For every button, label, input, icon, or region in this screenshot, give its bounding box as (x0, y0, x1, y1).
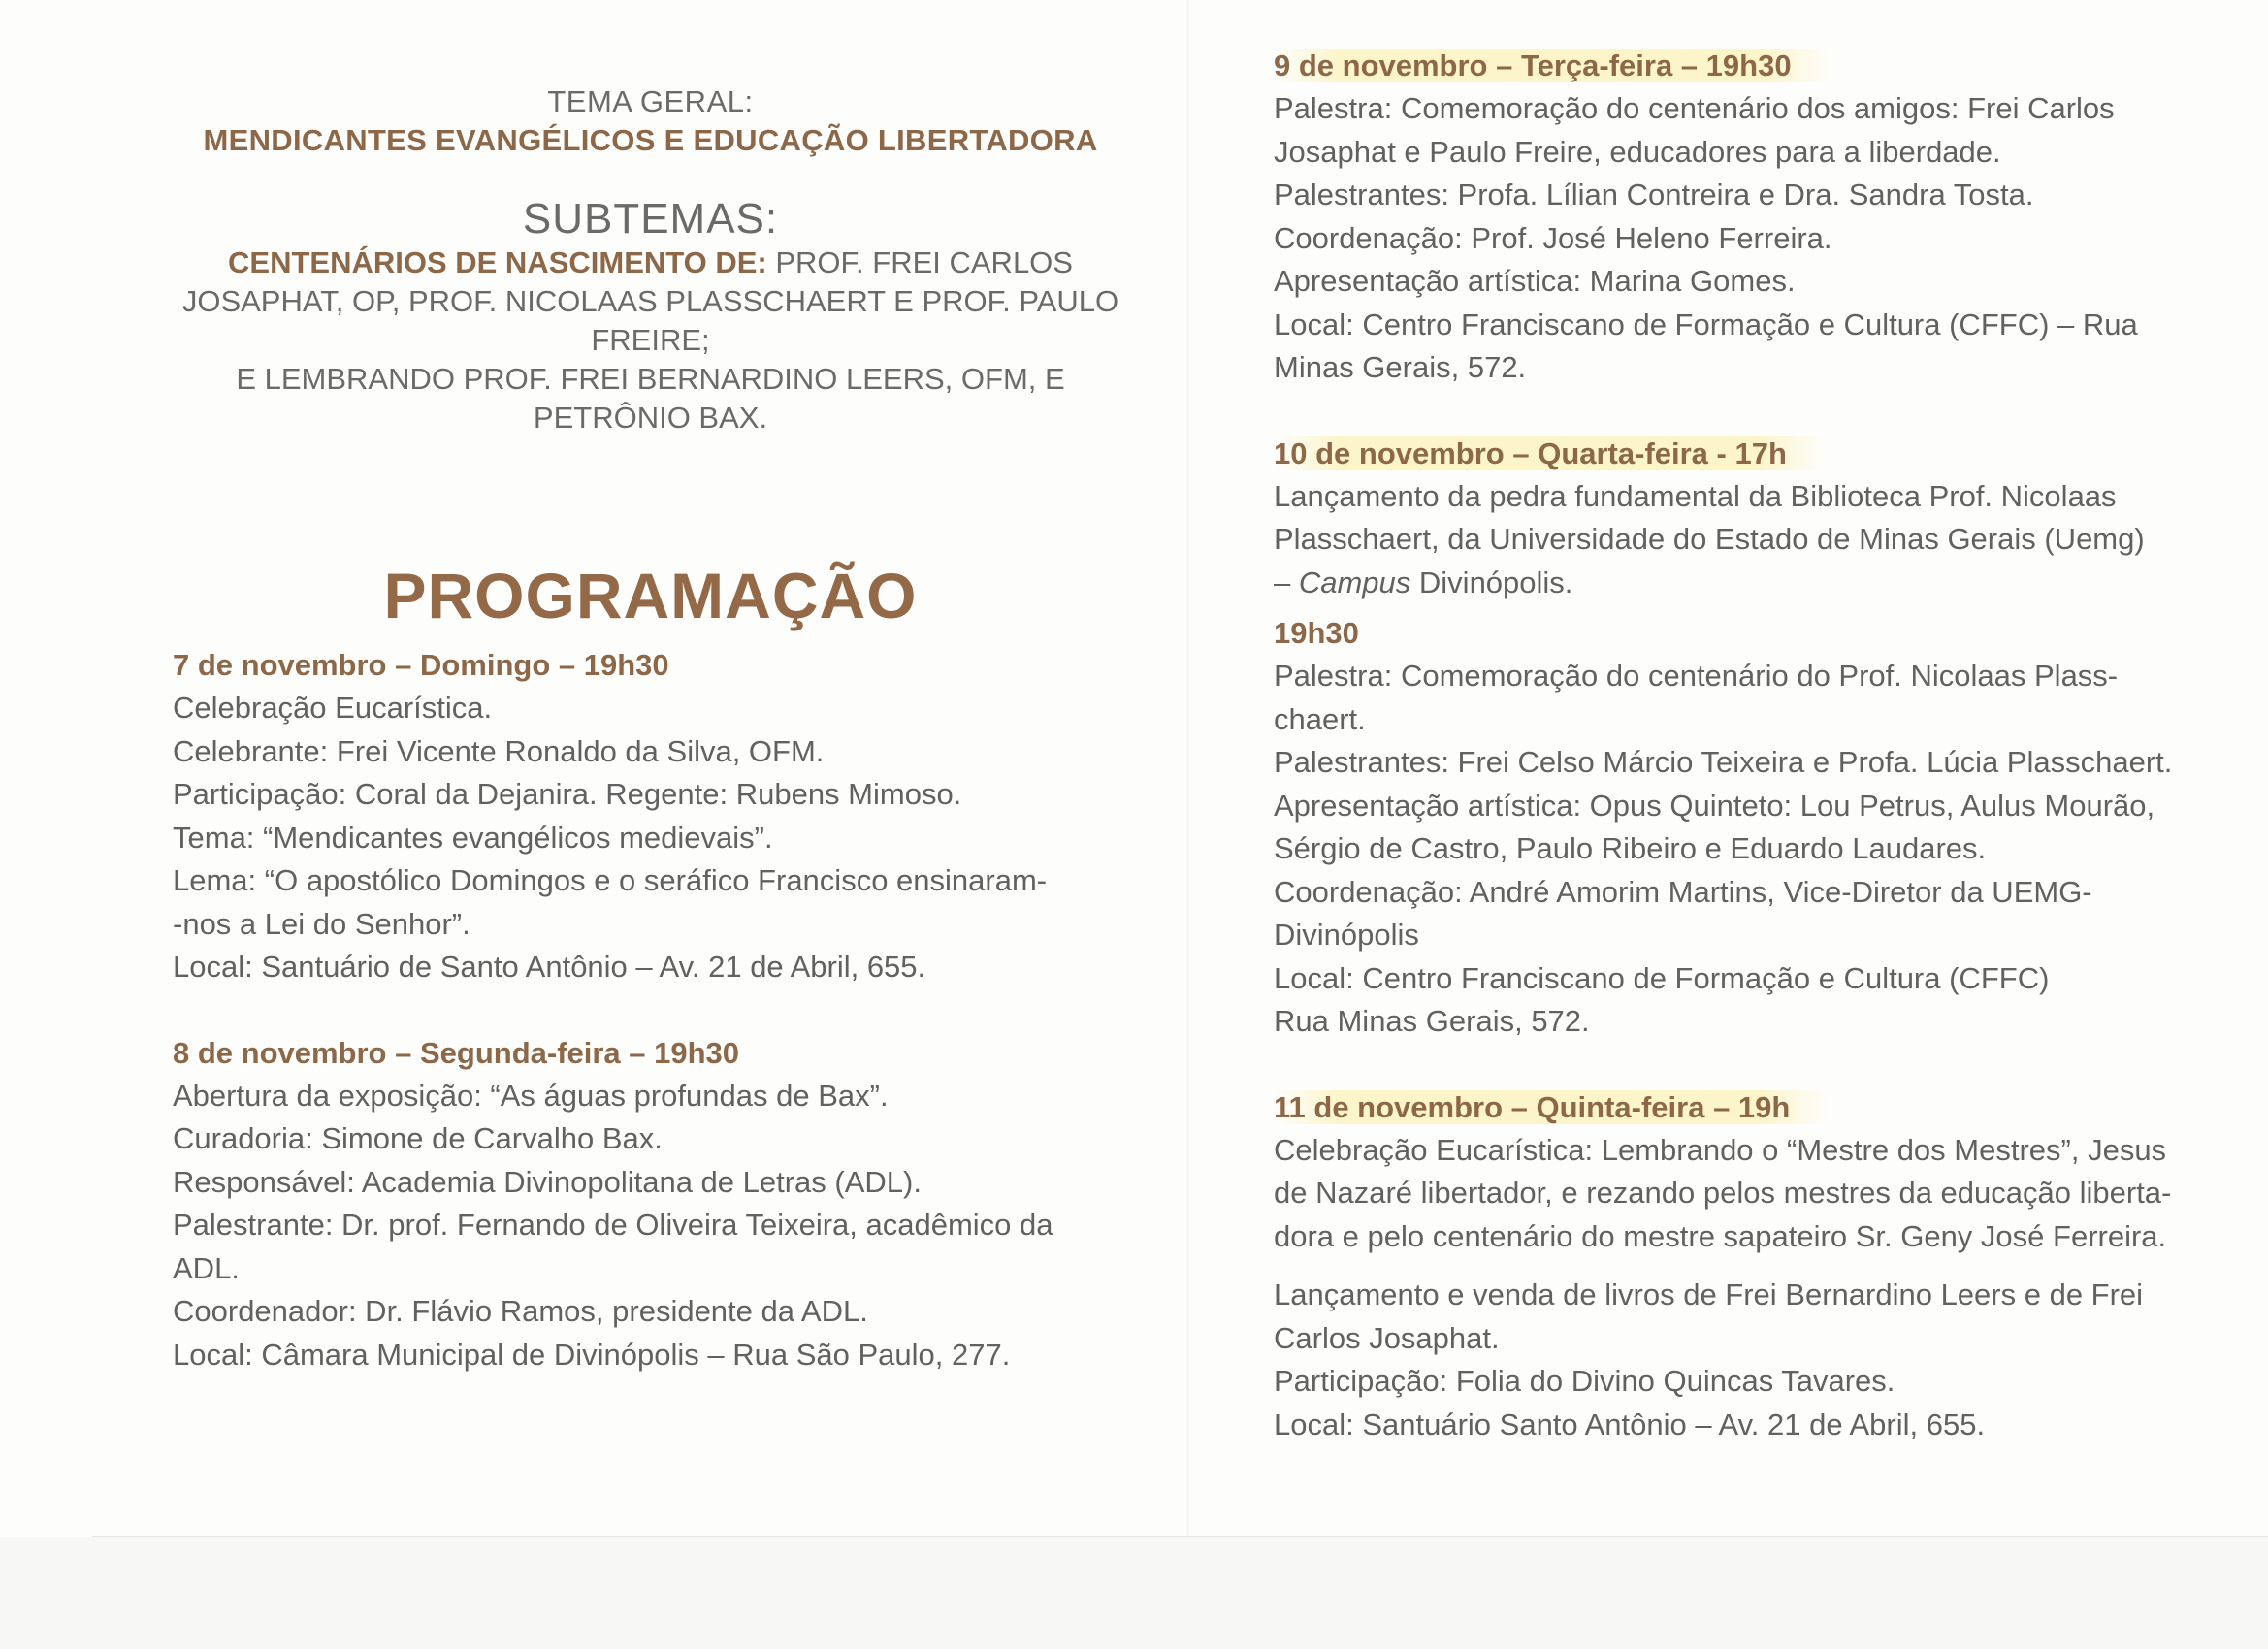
event-line: Participação: Coral da Dejanira. Regente: Rubens Mimoso. (173, 777, 962, 811)
event-heading (1274, 433, 2244, 475)
event-line: de Nazaré libertador, e rezando pelos mestres da educação liberta- (1274, 1176, 2172, 1210)
spacer (1274, 1258, 2244, 1274)
campus-prefix: – (1274, 565, 1299, 599)
event-nov-8 (173, 1032, 1128, 1377)
event-heading-text: 9 de novembro – Terça-feira – 19h30 (1274, 48, 1831, 82)
event-line: Celebrante: Frei Vicente Ronaldo da Silva, OFM. (173, 733, 825, 768)
event-line (1274, 562, 2244, 605)
campus-rest: Divinópolis. (1410, 565, 1573, 599)
event-nov-10 (1274, 433, 2244, 1044)
event-nov-9 (1274, 45, 2244, 390)
spacer (1274, 390, 2244, 433)
event-line: Curadoria: Simone de Carvalho Bax. (173, 1121, 663, 1155)
event-line: chaert. (1274, 701, 1366, 736)
right-column (1274, 45, 2244, 1446)
left-column (173, 82, 1128, 1376)
event-line: Sérgio de Castro, Paulo Ribeiro e Eduardo Laudares. (1274, 831, 1987, 865)
event-line: Lançamento da pedra fundamental da Biblioteca Prof. Nicolaas (1274, 478, 2117, 513)
event-line: Lançamento e venda de livros de Frei Bernardino Leers e de Frei (1274, 1277, 2144, 1311)
page-bottom-edge (0, 1537, 2268, 1649)
event-line: Palestrantes: Frei Celso Márcio Teixeira e Profa. Lúcia Plasschaert. (1274, 745, 2173, 779)
subtemas-label: SUBTEMAS: (522, 195, 779, 242)
subtemas-bold-prefix: CENTENÁRIOS DE NASCIMENTO DE: (228, 245, 767, 279)
event-line: Local: Santuário de Santo Antônio – Av. 21 de Abril, 655. (173, 950, 926, 984)
event-line: Palestra: Comemoração do centenário dos amigos: Frei Carlos (1274, 91, 2115, 125)
event-line: Palestrantes: Profa. Lílian Contreira e Dra. Sandra Tosta. (1274, 178, 2034, 211)
event-line: ADL. (173, 1250, 240, 1285)
spacer (1274, 1044, 2244, 1086)
event-line: Participação: Folia do Divino Quincas Tavares. (1274, 1364, 1895, 1398)
event-heading-text: 11 de novembro – Quinta-feira – 19h (1274, 1090, 1829, 1124)
event-line: dora e pelo centenário do mestre sapateiro Sr. Geny José Ferreira. (1274, 1218, 2167, 1253)
event-line: Palestra: Comemoração do centenário do Prof. Nicolaas Plass- (1274, 659, 2119, 693)
event-nov-7 (173, 644, 1128, 989)
event-line: Lema: “O apostólico Domingos e o seráfico Francisco ensinaram- (173, 863, 1048, 897)
event-line: Local: Santuário Santo Antônio – Av. 21 de Abril, 655. (1274, 1406, 1986, 1441)
subtemas-line-3: FREIRE; (591, 323, 710, 357)
subtemas-line-1 (173, 243, 1128, 282)
event-line: -nos a Lei do Senhor”. (173, 906, 470, 941)
page-divider (92, 1536, 2268, 1537)
event-line: Rua Minas Gerais, 572. (1274, 1004, 1590, 1038)
event-line: Celebração Eucarística: Lembrando o “Mestre dos Mestres”, Jesus (1274, 1132, 2167, 1167)
event-line: Responsável: Academia Divinopolitana de Letras (ADL). (173, 1164, 922, 1199)
tema-section (173, 82, 1128, 160)
event-line: Plasschaert, da Universidade do Estado de Minas Gerais (Uemg) (1274, 522, 2145, 556)
page-fold (1187, 0, 1189, 1537)
event-heading (1274, 1086, 2244, 1129)
event-line: Coordenador: Dr. Flávio Ramos, presidente da ADL. (173, 1294, 868, 1328)
event-line: Palestrante: Dr. prof. Fernando de Oliveira Teixeira, acadêmico da (173, 1208, 1053, 1242)
event-line: Divinópolis (1274, 918, 1419, 952)
subtemas-line-4: E LEMBRANDO PROF. FREI BERNARDINO LEERS, OFM, E (236, 362, 1065, 396)
programacao-title: PROGRAMAÇÃO (383, 560, 918, 631)
event-line: Celebração Eucarística. (173, 691, 493, 725)
event-heading: 8 de novembro – Segunda-feira – 19h30 (173, 1035, 740, 1070)
event-line: Minas Gerais, 572. (1274, 350, 1527, 384)
event-line: Local: Centro Franciscano de Formação e Cultura (CFFC) – Rua (1274, 307, 2138, 341)
event-nov-11 (1274, 1086, 2244, 1447)
event-line: Coordenação: Prof. José Heleno Ferreira. (1274, 220, 1832, 255)
event-line: Carlos Josaphat. (1274, 1320, 1500, 1355)
event-line: Apresentação artística: Marina Gomes. (1274, 264, 1796, 298)
event-line: Abertura da exposição: “As águas profundas de Bax”. (173, 1078, 889, 1113)
event-line: Apresentação artística: Opus Quinteto: Lou Petrus, Aulus Mourão, (1274, 788, 2155, 823)
subtemas-line-2: JOSAPHAT, OP, PROF. NICOLAAS PLASSCHAERT E PROF. PAULO (181, 284, 1119, 318)
spacer (173, 989, 1128, 1032)
subtemas-section (173, 195, 1128, 437)
event-heading (1274, 45, 2244, 87)
event-heading: 7 de novembro – Domingo – 19h30 (173, 648, 669, 682)
tema-label: TEMA GERAL: (547, 84, 754, 118)
event-sub-heading: 19h30 (1274, 616, 1359, 650)
event-line: Local: Câmara Municipal de Divinópolis – Rua São Paulo, 277. (173, 1337, 1011, 1372)
event-line: Josaphat e Paulo Freire, educadores para a liberdade. (1274, 134, 2001, 169)
tema-title: MENDICANTES EVANGÉLICOS E EDUCAÇÃO LIBERTADORA (203, 123, 1098, 157)
subtemas-line-5: PETRÔNIO BAX. (533, 401, 768, 435)
event-line: Coordenação: André Amorim Martins, Vice-Diretor da UEMG- (1274, 874, 2092, 909)
event-line: Local: Centro Franciscano de Formação e Cultura (CFFC) (1274, 960, 2050, 995)
event-line: Tema: “Mendicantes evangélicos medievais”. (173, 820, 773, 855)
event-heading-text: 10 de novembro – Quarta-feira - 17h (1274, 436, 1826, 470)
subtemas-line-1-rest: PROF. FREI CARLOS (766, 245, 1073, 279)
campus-italic: Campus (1298, 565, 1411, 599)
